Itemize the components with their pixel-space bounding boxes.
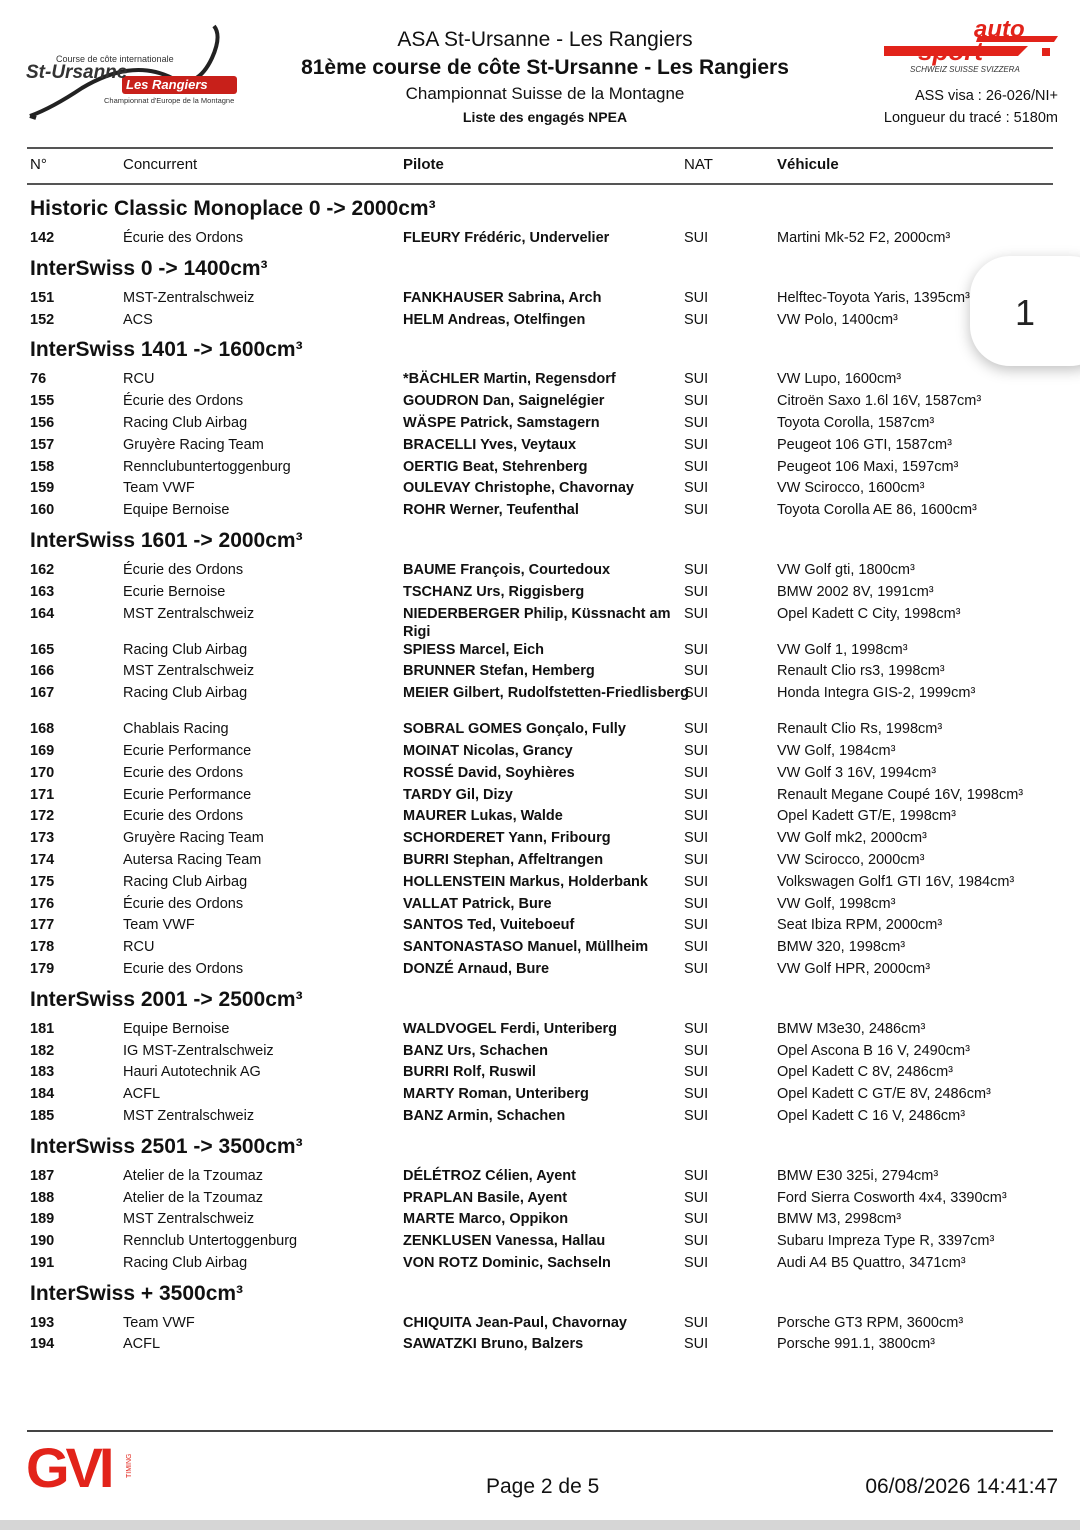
cell-no: 156 bbox=[30, 414, 55, 431]
cell-vehicule: Citroën Saxo 1.6l 16V, 1587cm³ bbox=[777, 393, 982, 410]
cell-vehicule: VW Golf, 1998cm³ bbox=[777, 895, 896, 912]
cell-vehicule: Martini Mk-52 F2, 2000cm³ bbox=[777, 230, 951, 246]
cell-no: 170 bbox=[30, 764, 55, 781]
cell-concurrent: MST Zentralschweiz bbox=[123, 1107, 255, 1124]
cell-no: 188 bbox=[30, 1189, 55, 1206]
table-row bbox=[30, 456, 1030, 478]
col-header-concurrent: Concurrent bbox=[123, 156, 198, 173]
cell-concurrent: Gruyère Racing Team bbox=[123, 830, 264, 847]
cell-vehicule: Porsche 991.1, 3800cm³ bbox=[777, 1336, 935, 1353]
cell-no: 157 bbox=[30, 436, 55, 453]
cell-concurrent: Ecurie Performance bbox=[123, 786, 252, 803]
cell-nat: SUI bbox=[684, 808, 709, 825]
cell-no: 179 bbox=[30, 960, 55, 977]
cell-vehicule: Audi A4 B5 Quattro, 3471cm³ bbox=[777, 1254, 966, 1271]
cell-nat: SUI bbox=[684, 1086, 709, 1103]
cell-concurrent: Écurie des Ordons bbox=[123, 393, 244, 410]
cell-vehicule: BMW 320, 1998cm³ bbox=[777, 939, 906, 956]
cell-pilote: VON ROTZ Dominic, Sachseln bbox=[403, 1254, 611, 1271]
table-row bbox=[30, 1187, 1030, 1209]
cell-no: 175 bbox=[30, 873, 55, 890]
cell-no: 177 bbox=[30, 917, 55, 934]
cell-concurrent: Racing Club Airbag bbox=[123, 685, 248, 702]
table-row bbox=[30, 390, 1030, 412]
cell-concurrent: Hauri Autotechnik AG bbox=[123, 1064, 261, 1081]
header-rule-bottom bbox=[27, 183, 1053, 185]
cell-no: 142 bbox=[30, 230, 55, 246]
gvi-logo-text: GVI bbox=[26, 1436, 111, 1499]
cell-vehicule: Renault Megane Coupé 16V, 1998cm³ bbox=[777, 786, 1024, 803]
table-row bbox=[30, 1312, 1030, 1334]
cell-concurrent: Racing Club Airbag bbox=[123, 873, 248, 890]
category-title: InterSwiss 0 -> 1400cm³ bbox=[30, 256, 268, 280]
cell-pilote: SPIESS Marcel, Eich bbox=[403, 641, 545, 658]
cell-pilote: DONZÉ Arnaud, Bure bbox=[403, 960, 550, 977]
table-row bbox=[30, 784, 1030, 806]
cell-concurrent: Racing Club Airbag bbox=[123, 1254, 248, 1271]
cell-concurrent: ACFL bbox=[123, 1086, 161, 1103]
cell-nat: SUI bbox=[684, 605, 709, 622]
table-row bbox=[30, 682, 1030, 718]
cell-concurrent: Ecurie des Ordons bbox=[123, 960, 244, 977]
event-name: 81ème course de côte St-Ursanne - Les Rangiers bbox=[301, 56, 789, 79]
entry-list bbox=[30, 193, 1030, 1355]
cell-nat: SUI bbox=[684, 480, 709, 497]
cell-concurrent: Team VWF bbox=[123, 917, 195, 934]
cell-vehicule: Opel Kadett GT/E, 1998cm³ bbox=[777, 808, 956, 825]
cell-no: 185 bbox=[30, 1107, 55, 1124]
cell-vehicule: Toyota Corolla, 1587cm³ bbox=[777, 414, 935, 431]
cell-pilote: ROHR Werner, Teufenthal bbox=[403, 502, 579, 519]
cell-no: 189 bbox=[30, 1211, 55, 1228]
cell-no: 173 bbox=[30, 830, 55, 847]
cell-pilote: VALLAT Patrick, Bure bbox=[403, 895, 552, 912]
category-title: InterSwiss 1401 -> 1600cm³ bbox=[30, 338, 303, 362]
cell-vehicule: Toyota Corolla AE 86, 1600cm³ bbox=[777, 502, 977, 519]
cell-vehicule: VW Golf 1, 1998cm³ bbox=[777, 641, 908, 658]
cell-nat: SUI bbox=[684, 960, 709, 977]
cell-nat: SUI bbox=[684, 1314, 709, 1331]
cell-no: 167 bbox=[30, 685, 55, 702]
cell-pilote: BANZ Armin, Schachen bbox=[403, 1107, 566, 1124]
cell-no: 178 bbox=[30, 939, 55, 956]
page-number: Page 2 de 5 bbox=[486, 1475, 600, 1498]
cell-vehicule: VW Golf 3 16V, 1994cm³ bbox=[777, 764, 937, 781]
cell-vehicule: Opel Kadett C City, 1998cm³ bbox=[777, 605, 961, 622]
cell-concurrent: RCU bbox=[123, 939, 155, 956]
cell-vehicule: VW Golf gti, 1800cm³ bbox=[777, 561, 915, 578]
cell-nat: SUI bbox=[684, 1042, 709, 1059]
category-title: InterSwiss 1601 -> 2000cm³ bbox=[30, 528, 303, 552]
table-row bbox=[30, 1165, 1030, 1187]
cell-nat: SUI bbox=[684, 1107, 709, 1124]
logo-line1: Course de côte internationale bbox=[56, 54, 174, 64]
logo-line2: St-Ursanne bbox=[26, 62, 128, 83]
cell-concurrent: IG MST-Zentralschweiz bbox=[123, 1042, 274, 1059]
table-row bbox=[30, 639, 1030, 661]
cell-pilote: HELM Andreas, Otelfingen bbox=[403, 311, 586, 328]
cell-pilote: WALDVOGEL Ferdi, Unteriberg bbox=[403, 1020, 618, 1037]
cell-vehicule: Subaru Impreza Type R, 3397cm³ bbox=[777, 1233, 995, 1250]
cell-nat: SUI bbox=[684, 502, 709, 519]
cell-concurrent: Equipe Bernoise bbox=[123, 502, 230, 519]
cell-no: 155 bbox=[30, 393, 55, 410]
table-row bbox=[30, 434, 1030, 456]
championship-name: Championnat Suisse de la Montagne bbox=[405, 84, 685, 103]
cell-concurrent: ACFL bbox=[123, 1336, 161, 1353]
cell-no: 165 bbox=[30, 641, 55, 658]
cell-nat: SUI bbox=[684, 230, 709, 246]
logo-sport: sport bbox=[918, 36, 983, 66]
cell-no: 194 bbox=[30, 1336, 55, 1353]
cell-pilote: BURRI Rolf, Ruswil bbox=[403, 1064, 536, 1081]
track-length: Longueur du tracé : 5180m bbox=[883, 110, 1058, 126]
cell-no: 191 bbox=[30, 1254, 55, 1271]
cell-pilote: SANTOS Ted, Vuiteboeuf bbox=[403, 917, 575, 934]
cell-vehicule: VW Scirocco, 1600cm³ bbox=[777, 480, 925, 497]
cell-no: 174 bbox=[30, 851, 55, 868]
cell-nat: SUI bbox=[684, 311, 709, 328]
cell-pilote: BANZ Urs, Schachen bbox=[403, 1042, 549, 1059]
cell-nat: SUI bbox=[684, 917, 709, 934]
table-row bbox=[30, 1018, 1030, 1040]
cell-nat: SUI bbox=[684, 393, 709, 410]
cell-no: 152 bbox=[30, 311, 55, 328]
cell-vehicule: Renault Clio Rs, 1998cm³ bbox=[777, 721, 943, 738]
cell-nat: SUI bbox=[684, 1064, 709, 1081]
cell-pilote: BAUME François, Courtedoux bbox=[403, 561, 611, 578]
cell-no: 166 bbox=[30, 663, 55, 680]
cell-nat: SUI bbox=[684, 289, 709, 306]
cell-concurrent: Autersa Racing Team bbox=[123, 851, 262, 868]
cell-pilote: BURRI Stephan, Affeltrangen bbox=[403, 851, 604, 868]
category-title: InterSwiss 2001 -> 2500cm³ bbox=[30, 987, 303, 1011]
table-row bbox=[30, 368, 1030, 390]
cell-concurrent: Ecurie Bernoise bbox=[123, 583, 226, 600]
cell-no: 182 bbox=[30, 1042, 55, 1059]
cell-no: 172 bbox=[30, 808, 55, 825]
cell-vehicule: VW Golf mk2, 2000cm³ bbox=[777, 830, 927, 847]
cell-concurrent: Écurie des Ordons bbox=[123, 230, 244, 246]
cell-nat: SUI bbox=[684, 721, 709, 738]
cell-pilote: FANKHAUSER Sabrina, Arch bbox=[403, 289, 602, 306]
cell-pilote: MAURER Lukas, Walde bbox=[403, 808, 563, 825]
cell-vehicule: BMW 2002 8V, 1991cm³ bbox=[777, 583, 934, 600]
visa-info: ASS visa : 26-026/NI+ bbox=[914, 88, 1058, 104]
cell-nat: SUI bbox=[684, 414, 709, 431]
cell-nat: SUI bbox=[684, 1336, 709, 1353]
cell-vehicule: Opel Kadett C 8V, 2486cm³ bbox=[777, 1064, 953, 1081]
table-row bbox=[30, 1230, 1030, 1252]
category-title: Historic Classic Monoplace 0 -> 2000cm³ bbox=[30, 197, 436, 220]
cell-no: 159 bbox=[30, 480, 55, 497]
table-row bbox=[30, 1061, 1030, 1083]
event-logo bbox=[22, 18, 252, 128]
cell-pilote: PRAPLAN Basile, Ayent bbox=[403, 1189, 568, 1206]
cell-concurrent: Team VWF bbox=[123, 1314, 195, 1331]
cell-no: 176 bbox=[30, 895, 55, 912]
cell-nat: SUI bbox=[684, 1189, 709, 1206]
logo-line3: Les Rangiers bbox=[126, 77, 208, 92]
cell-nat: SUI bbox=[684, 1233, 709, 1250]
table-row bbox=[30, 603, 1030, 639]
cell-concurrent: Rennclubuntertoggenburg bbox=[123, 458, 291, 475]
cell-no: 168 bbox=[30, 721, 55, 738]
table-row bbox=[30, 762, 1030, 784]
cell-pilote: ROSSÉ David, Soyhières bbox=[403, 764, 575, 781]
cell-nat: SUI bbox=[684, 1211, 709, 1228]
cell-pilote: CHIQUITA Jean-Paul, Chavornay bbox=[403, 1314, 627, 1331]
cell-no: 164 bbox=[30, 605, 55, 622]
cell-pilote: ZENKLUSEN Vanessa, Hallau bbox=[403, 1233, 606, 1250]
cell-no: 162 bbox=[30, 561, 55, 578]
cell-vehicule: Ford Sierra Cosworth 4x4, 3390cm³ bbox=[777, 1189, 1007, 1206]
cell-nat: SUI bbox=[684, 685, 709, 702]
cell-vehicule: Helftec-Toyota Yaris, 1395cm³ bbox=[777, 289, 970, 306]
cell-vehicule: Opel Kadett C 16 V, 2486cm³ bbox=[777, 1107, 966, 1124]
gvi-logo-sub: TIMING bbox=[126, 1453, 133, 1478]
cell-no: 193 bbox=[30, 1314, 55, 1331]
table-row bbox=[30, 581, 1030, 603]
cell-nat: SUI bbox=[684, 583, 709, 600]
cell-concurrent: Écurie des Ordons bbox=[123, 895, 244, 912]
cell-pilote: FLEURY Frédéric, Undervelier bbox=[403, 230, 610, 246]
cell-concurrent: Écurie des Ordons bbox=[123, 561, 244, 578]
cell-no: 169 bbox=[30, 742, 55, 759]
cell-nat: SUI bbox=[684, 371, 709, 388]
table-row bbox=[30, 936, 1030, 958]
cell-pilote: MEIER Gilbert, Rudolfstetten-Friedlisberg bbox=[403, 685, 689, 702]
cell-concurrent: MST Zentralschweiz bbox=[123, 663, 255, 680]
cell-nat: SUI bbox=[684, 1167, 709, 1184]
page-badge-number: 1 bbox=[1014, 292, 1036, 333]
cell-pilote: MOINAT Nicolas, Grancy bbox=[403, 742, 573, 759]
cell-vehicule: VW Lupo, 1600cm³ bbox=[777, 371, 902, 388]
table-row bbox=[30, 958, 1030, 980]
cell-vehicule: Porsche GT3 RPM, 3600cm³ bbox=[777, 1314, 964, 1331]
logo-tagline: SCHWEIZ SUISSE SVIZZERA bbox=[910, 65, 1020, 74]
cell-nat: SUI bbox=[684, 436, 709, 453]
auto-sport-logo bbox=[878, 16, 1064, 78]
cell-vehicule: Peugeot 106 Maxi, 1597cm³ bbox=[777, 458, 959, 475]
cell-pilote: MARTE Marco, Oppikon bbox=[403, 1211, 569, 1228]
cell-nat: SUI bbox=[684, 873, 709, 890]
cell-vehicule: Peugeot 106 GTI, 1587cm³ bbox=[777, 436, 952, 453]
table-row bbox=[30, 871, 1030, 893]
cell-no: 163 bbox=[30, 583, 55, 600]
cell-no: 171 bbox=[30, 786, 55, 803]
cell-concurrent: Equipe Bernoise bbox=[123, 1020, 230, 1037]
cell-nat: SUI bbox=[684, 895, 709, 912]
cell-concurrent: Chablais Racing bbox=[123, 721, 229, 738]
cell-concurrent: MST Zentralschweiz bbox=[123, 605, 255, 622]
cell-pilote: HOLLENSTEIN Markus, Holderbank bbox=[403, 873, 648, 890]
list-title: Liste des engagés NPEA bbox=[462, 109, 628, 125]
cell-pilote: WÄSPE Patrick, Samstagern bbox=[403, 414, 600, 431]
cell-concurrent: Ecurie des Ordons bbox=[123, 764, 244, 781]
table-row bbox=[30, 477, 1030, 499]
cell-pilote: MARTY Roman, Unteriberg bbox=[403, 1086, 589, 1103]
table-row bbox=[30, 740, 1030, 762]
cell-pilote: *BÄCHLER Martin, Regensdorf bbox=[403, 371, 616, 388]
cell-pilote: DÉLÉTROZ Célien, Ayent bbox=[403, 1167, 576, 1184]
cell-no: 151 bbox=[30, 289, 55, 306]
cell-pilote: BRUNNER Stefan, Hemberg bbox=[403, 663, 595, 680]
cell-pilote: GOUDRON Dan, Saignelégier bbox=[403, 393, 605, 410]
cell-concurrent: ACS bbox=[123, 311, 153, 328]
cell-pilote: TSCHANZ Urs, Riggisberg bbox=[403, 583, 585, 600]
cell-concurrent: Racing Club Airbag bbox=[123, 414, 248, 431]
cell-vehicule: BMW E30 325i, 2794cm³ bbox=[777, 1167, 939, 1184]
table-row bbox=[30, 1208, 1030, 1230]
cell-concurrent: Rennclub Untertoggenburg bbox=[123, 1233, 298, 1250]
col-header-pilote: Pilote bbox=[403, 156, 444, 173]
table-row bbox=[30, 1040, 1030, 1062]
cell-no: 160 bbox=[30, 502, 55, 519]
table-row bbox=[30, 309, 1030, 331]
cell-vehicule: VW Scirocco, 2000cm³ bbox=[777, 851, 925, 868]
cell-nat: SUI bbox=[684, 764, 709, 781]
col-header-no: N° bbox=[30, 156, 47, 173]
cell-vehicule: BMW M3, 2998cm³ bbox=[777, 1211, 902, 1228]
cell-vehicule: VW Polo, 1400cm³ bbox=[777, 311, 898, 328]
cell-no: 183 bbox=[30, 1064, 55, 1081]
category-title: InterSwiss 2501 -> 3500cm³ bbox=[30, 1134, 303, 1158]
cell-no: 190 bbox=[30, 1233, 55, 1250]
table-row bbox=[30, 660, 1030, 682]
logo-auto: auto bbox=[974, 16, 1025, 43]
col-header-nat: NAT bbox=[684, 156, 713, 173]
table-row bbox=[30, 827, 1030, 849]
cell-vehicule: Renault Clio rs3, 1998cm³ bbox=[777, 663, 945, 680]
table-row bbox=[30, 559, 1030, 581]
gvi-timing-logo bbox=[26, 1436, 138, 1499]
cell-pilote: OERTIG Beat, Stehrenberg bbox=[403, 458, 588, 475]
cell-pilote: OULEVAY Christophe, Chavornay bbox=[403, 480, 634, 497]
table-row bbox=[30, 1083, 1030, 1105]
cell-concurrent: Gruyère Racing Team bbox=[123, 436, 264, 453]
print-datetime: 06/08/2026 14:41:47 bbox=[865, 1475, 1058, 1498]
table-row bbox=[30, 227, 1030, 249]
table-row bbox=[30, 287, 1030, 309]
table-row bbox=[30, 1333, 1030, 1355]
cell-nat: SUI bbox=[684, 742, 709, 759]
cell-concurrent: MST Zentralschweiz bbox=[123, 1211, 255, 1228]
cell-vehicule: Volkswagen Golf1 GTI 16V, 1984cm³ bbox=[777, 873, 1015, 890]
cell-no: 158 bbox=[30, 458, 55, 475]
cell-concurrent: Ecurie Performance bbox=[123, 742, 252, 759]
cell-no: 181 bbox=[30, 1020, 55, 1037]
cell-pilote: SAWATZKI Bruno, Balzers bbox=[403, 1336, 584, 1353]
cell-nat: SUI bbox=[684, 830, 709, 847]
cell-pilote: SANTONASTASO Manuel, Müllheim bbox=[403, 939, 649, 956]
cell-nat: SUI bbox=[684, 1254, 709, 1271]
document-title: ASA St-Ursanne - Les Rangiers bbox=[397, 28, 693, 51]
bottom-bar bbox=[0, 1520, 1080, 1530]
cell-concurrent: Atelier de la Tzoumaz bbox=[123, 1189, 263, 1206]
table-row bbox=[30, 893, 1030, 915]
table-row bbox=[30, 805, 1030, 827]
cell-concurrent: MST-Zentralschweiz bbox=[123, 289, 255, 306]
cell-concurrent: Racing Club Airbag bbox=[123, 641, 248, 658]
cell-no: 76 bbox=[30, 371, 47, 388]
cell-nat: SUI bbox=[684, 939, 709, 956]
table-row bbox=[30, 1105, 1030, 1127]
cell-vehicule: Opel Ascona B 16 V, 2490cm³ bbox=[777, 1042, 970, 1059]
table-row bbox=[30, 499, 1030, 521]
cell-concurrent: RCU bbox=[123, 371, 155, 388]
cell-nat: SUI bbox=[684, 851, 709, 868]
cell-pilote: BRACELLI Yves, Veytaux bbox=[403, 436, 577, 453]
cell-vehicule: BMW M3e30, 2486cm³ bbox=[777, 1020, 926, 1037]
table-row bbox=[30, 849, 1030, 871]
table-row bbox=[30, 1252, 1030, 1274]
footer-rule bbox=[27, 1430, 1053, 1432]
cell-nat: SUI bbox=[684, 641, 709, 658]
cell-concurrent: Team VWF bbox=[123, 480, 195, 497]
cell-nat: SUI bbox=[684, 561, 709, 578]
cell-pilote: NIEDERBERGER Philip, Küssnacht am Rigi bbox=[403, 605, 671, 640]
cell-vehicule: Seat Ibiza RPM, 2000cm³ bbox=[777, 917, 943, 934]
cell-vehicule: VW Golf HPR, 2000cm³ bbox=[777, 960, 931, 977]
logo-line4: Championnat d'Europe de la Montagne bbox=[104, 96, 235, 105]
cell-pilote: TARDY Gil, Dizy bbox=[403, 786, 513, 803]
cell-nat: SUI bbox=[684, 458, 709, 475]
cell-pilote: SCHORDERET Yann, Fribourg bbox=[403, 830, 611, 847]
table-row bbox=[30, 718, 1030, 740]
header-rule-top bbox=[27, 147, 1053, 149]
cell-vehicule: VW Golf, 1984cm³ bbox=[777, 742, 896, 759]
cell-concurrent: Atelier de la Tzoumaz bbox=[123, 1167, 263, 1184]
cell-no: 184 bbox=[30, 1086, 55, 1103]
cell-nat: SUI bbox=[684, 663, 709, 680]
col-header-vehicule: Véhicule bbox=[777, 156, 839, 173]
cell-nat: SUI bbox=[684, 1020, 709, 1037]
cell-vehicule: Honda Integra GIS-2, 1999cm³ bbox=[777, 685, 976, 702]
table-row bbox=[30, 914, 1030, 936]
category-title: InterSwiss + 3500cm³ bbox=[30, 1281, 244, 1305]
cell-no: 187 bbox=[30, 1167, 55, 1184]
table-row bbox=[30, 412, 1030, 434]
cell-nat: SUI bbox=[684, 786, 709, 803]
cell-vehicule: Opel Kadett C GT/E 8V, 2486cm³ bbox=[777, 1086, 991, 1103]
cell-concurrent: Ecurie des Ordons bbox=[123, 808, 244, 825]
cell-pilote: SOBRAL GOMES Gonçalo, Fully bbox=[403, 721, 626, 738]
